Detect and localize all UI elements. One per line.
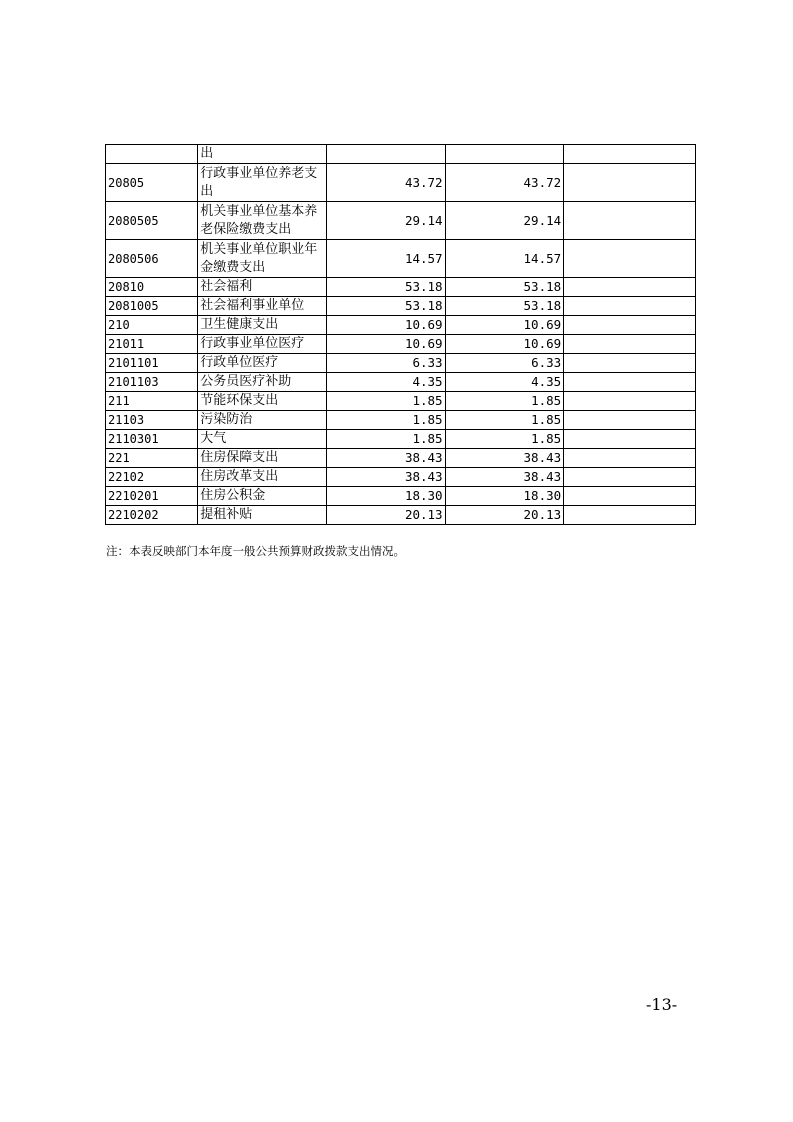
table-row	[106, 164, 696, 202]
value-cell-3	[564, 430, 696, 449]
value-cell-1: 38.43	[326, 449, 445, 468]
budget-table-body	[106, 145, 696, 525]
code-cell: 2210201	[106, 487, 198, 506]
table-row	[106, 297, 696, 316]
name-cell: 机关事业单位职业年金缴费支出	[198, 240, 327, 278]
table-row	[106, 430, 696, 449]
name-cell: 大气	[198, 430, 327, 449]
value-cell-3	[564, 468, 696, 487]
table-row	[106, 316, 696, 335]
value-cell-3	[564, 316, 696, 335]
name-cell: 行政单位医疗	[198, 354, 327, 373]
name-cell: 社会福利	[198, 278, 327, 297]
value-cell-2: 4.35	[445, 373, 564, 392]
table-row	[106, 240, 696, 278]
page-number: -13-	[646, 995, 678, 1014]
value-cell-1: 38.43	[326, 468, 445, 487]
value-cell-3	[564, 335, 696, 354]
value-cell-1: 43.72	[326, 164, 445, 202]
value-cell-1: 4.35	[326, 373, 445, 392]
value-cell-2	[445, 145, 564, 164]
table-note: 注：本表反映部门本年度一般公共预算财政拨款支出情况。	[106, 544, 405, 558]
value-cell-3	[564, 164, 696, 202]
value-cell-2: 1.85	[445, 430, 564, 449]
name-cell: 住房公积金	[198, 487, 327, 506]
code-cell: 221	[106, 449, 198, 468]
table-row	[106, 278, 696, 297]
value-cell-1: 53.18	[326, 278, 445, 297]
value-cell-2: 10.69	[445, 316, 564, 335]
value-cell-3	[564, 411, 696, 430]
name-cell: 公务员医疗补助	[198, 373, 327, 392]
table-row	[106, 506, 696, 525]
value-cell-3	[564, 297, 696, 316]
value-cell-3	[564, 487, 696, 506]
name-cell: 机关事业单位基本养老保险缴费支出	[198, 202, 327, 240]
budget-table	[105, 144, 696, 525]
value-cell-2: 10.69	[445, 335, 564, 354]
value-cell-3	[564, 392, 696, 411]
name-cell: 行政事业单位医疗	[198, 335, 327, 354]
value-cell-2: 53.18	[445, 278, 564, 297]
code-cell: 2081005	[106, 297, 198, 316]
table-row	[106, 392, 696, 411]
table-row	[106, 335, 696, 354]
value-cell-1: 1.85	[326, 411, 445, 430]
value-cell-3	[564, 449, 696, 468]
table-row	[106, 468, 696, 487]
code-cell: 2080506	[106, 240, 198, 278]
name-cell: 污染防治	[198, 411, 327, 430]
name-cell: 住房保障支出	[198, 449, 327, 468]
code-cell: 20810	[106, 278, 198, 297]
value-cell-2: 38.43	[445, 449, 564, 468]
table-row	[106, 411, 696, 430]
value-cell-1: 14.57	[326, 240, 445, 278]
value-cell-2: 14.57	[445, 240, 564, 278]
name-cell: 社会福利事业单位	[198, 297, 327, 316]
value-cell-1: 10.69	[326, 335, 445, 354]
table-row	[106, 354, 696, 373]
value-cell-2: 53.18	[445, 297, 564, 316]
value-cell-1	[326, 145, 445, 164]
table-row	[106, 487, 696, 506]
value-cell-3	[564, 354, 696, 373]
value-cell-2: 18.30	[445, 487, 564, 506]
value-cell-3	[564, 202, 696, 240]
name-cell: 出	[198, 145, 327, 164]
table-row	[106, 449, 696, 468]
table-row	[106, 202, 696, 240]
value-cell-3	[564, 278, 696, 297]
name-cell: 住房改革支出	[198, 468, 327, 487]
value-cell-2: 1.85	[445, 411, 564, 430]
value-cell-3	[564, 373, 696, 392]
value-cell-2: 6.33	[445, 354, 564, 373]
code-cell	[106, 145, 198, 164]
value-cell-1: 1.85	[326, 430, 445, 449]
code-cell: 20805	[106, 164, 198, 202]
name-cell: 节能环保支出	[198, 392, 327, 411]
code-cell: 21011	[106, 335, 198, 354]
value-cell-1: 29.14	[326, 202, 445, 240]
value-cell-1: 1.85	[326, 392, 445, 411]
table-row	[106, 145, 696, 164]
code-cell: 2101103	[106, 373, 198, 392]
value-cell-1: 10.69	[326, 316, 445, 335]
code-cell: 2210202	[106, 506, 198, 525]
name-cell: 行政事业单位养老支出	[198, 164, 327, 202]
value-cell-2: 43.72	[445, 164, 564, 202]
name-cell: 卫生健康支出	[198, 316, 327, 335]
value-cell-1: 53.18	[326, 297, 445, 316]
code-cell: 22102	[106, 468, 198, 487]
value-cell-1: 20.13	[326, 506, 445, 525]
value-cell-3	[564, 240, 696, 278]
value-cell-2: 20.13	[445, 506, 564, 525]
name-cell: 提租补贴	[198, 506, 327, 525]
code-cell: 2080505	[106, 202, 198, 240]
code-cell: 210	[106, 316, 198, 335]
value-cell-1: 18.30	[326, 487, 445, 506]
table-row	[106, 373, 696, 392]
code-cell: 211	[106, 392, 198, 411]
code-cell: 21103	[106, 411, 198, 430]
value-cell-2: 1.85	[445, 392, 564, 411]
value-cell-1: 6.33	[326, 354, 445, 373]
value-cell-3	[564, 145, 696, 164]
code-cell: 2101101	[106, 354, 198, 373]
value-cell-3	[564, 506, 696, 525]
value-cell-2: 38.43	[445, 468, 564, 487]
code-cell: 2110301	[106, 430, 198, 449]
value-cell-2: 29.14	[445, 202, 564, 240]
